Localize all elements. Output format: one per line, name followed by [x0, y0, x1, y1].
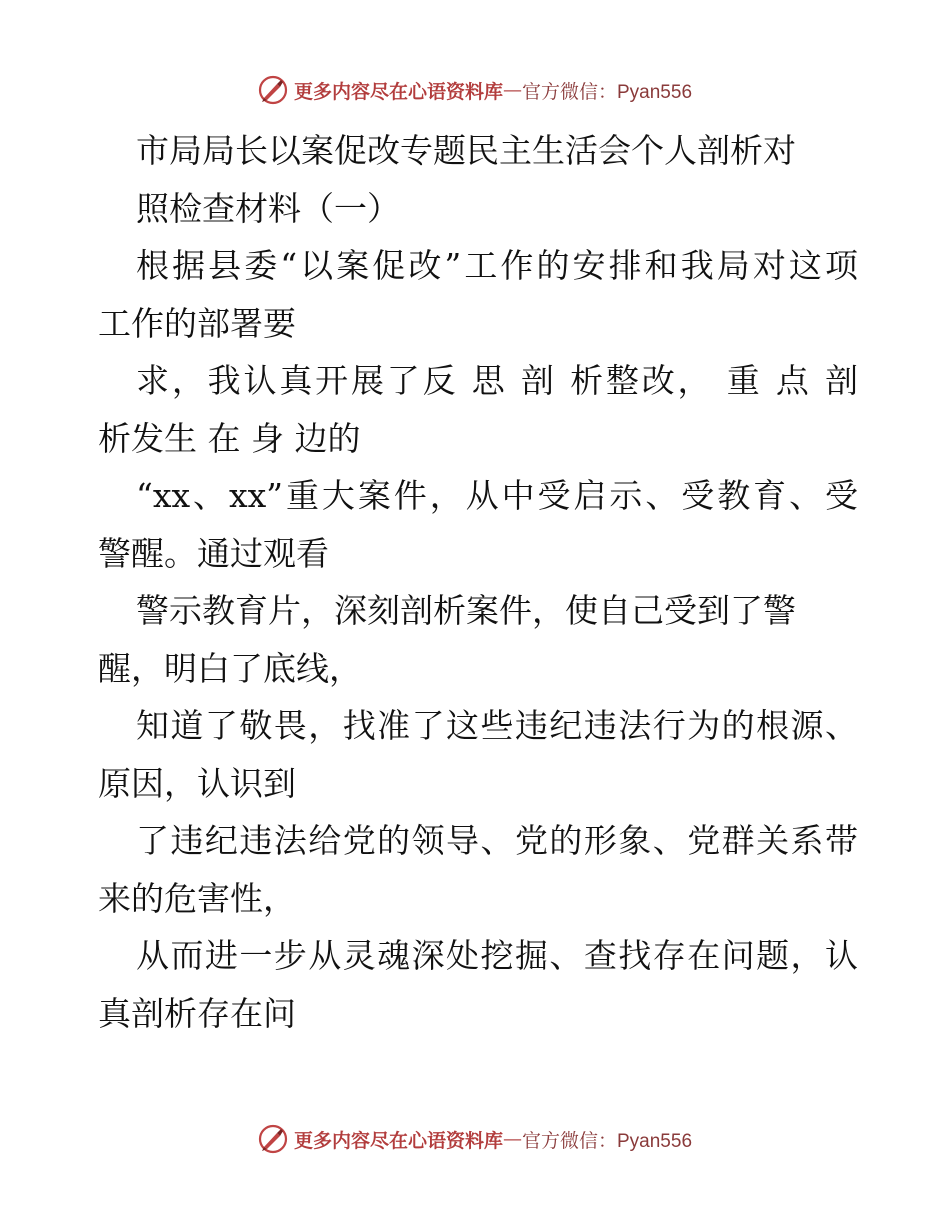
wechat-id: 官方微信：Pyan556	[522, 81, 693, 103]
wechat-id: 官方微信：Pyan556	[522, 1130, 693, 1152]
text-line: “xx、xx”重大案件，从中受启示、受教育、受	[136, 476, 858, 515]
banner-dash: —	[503, 1128, 522, 1150]
pen-logo-icon	[258, 1124, 288, 1154]
footer-banner	[0, 1119, 950, 1159]
header-banner	[0, 70, 950, 110]
banner-dash: —	[503, 79, 522, 101]
text-line: 来的危害性，	[98, 878, 296, 918]
text-line: 原因，认识到	[98, 763, 296, 803]
text-line: 析发生 在 身 边的	[98, 418, 361, 458]
text-line: 工作的部署要	[98, 303, 296, 343]
text-line: 从而进一步从灵魂深处挖掘、查找存在问题，认	[136, 936, 858, 975]
site-name: 更多内容尽在心语资料库	[293, 1129, 503, 1152]
text-line: 了违纪违法给党的领导、党的形象、党群关系带	[136, 821, 858, 860]
text-line: 警示教育片，深刻剖析案件，使自己受到了警	[136, 591, 796, 630]
text-line: 根据县委“以案促改”工作的安排和我局对这项	[136, 246, 858, 285]
text-line: 醒，明白了底线，	[98, 648, 362, 688]
site-name: 更多内容尽在心语资料库	[293, 80, 503, 103]
text-line: 求，我认真开展了反 思 剖 析整改， 重 点 剖	[136, 361, 858, 400]
title-line: 市局局长以案促改专题民主生活会个人剖析对	[136, 131, 796, 170]
text-line: 真剖析存在问	[98, 993, 296, 1033]
text-line: 警醒。通过观看	[98, 533, 329, 573]
pen-logo-icon	[258, 75, 288, 105]
title-line: 照检查材料（一）	[136, 188, 400, 228]
document-body	[98, 122, 858, 1042]
text-line: 知道了敬畏，找准了这些违纪违法行为的根源、	[136, 706, 858, 745]
